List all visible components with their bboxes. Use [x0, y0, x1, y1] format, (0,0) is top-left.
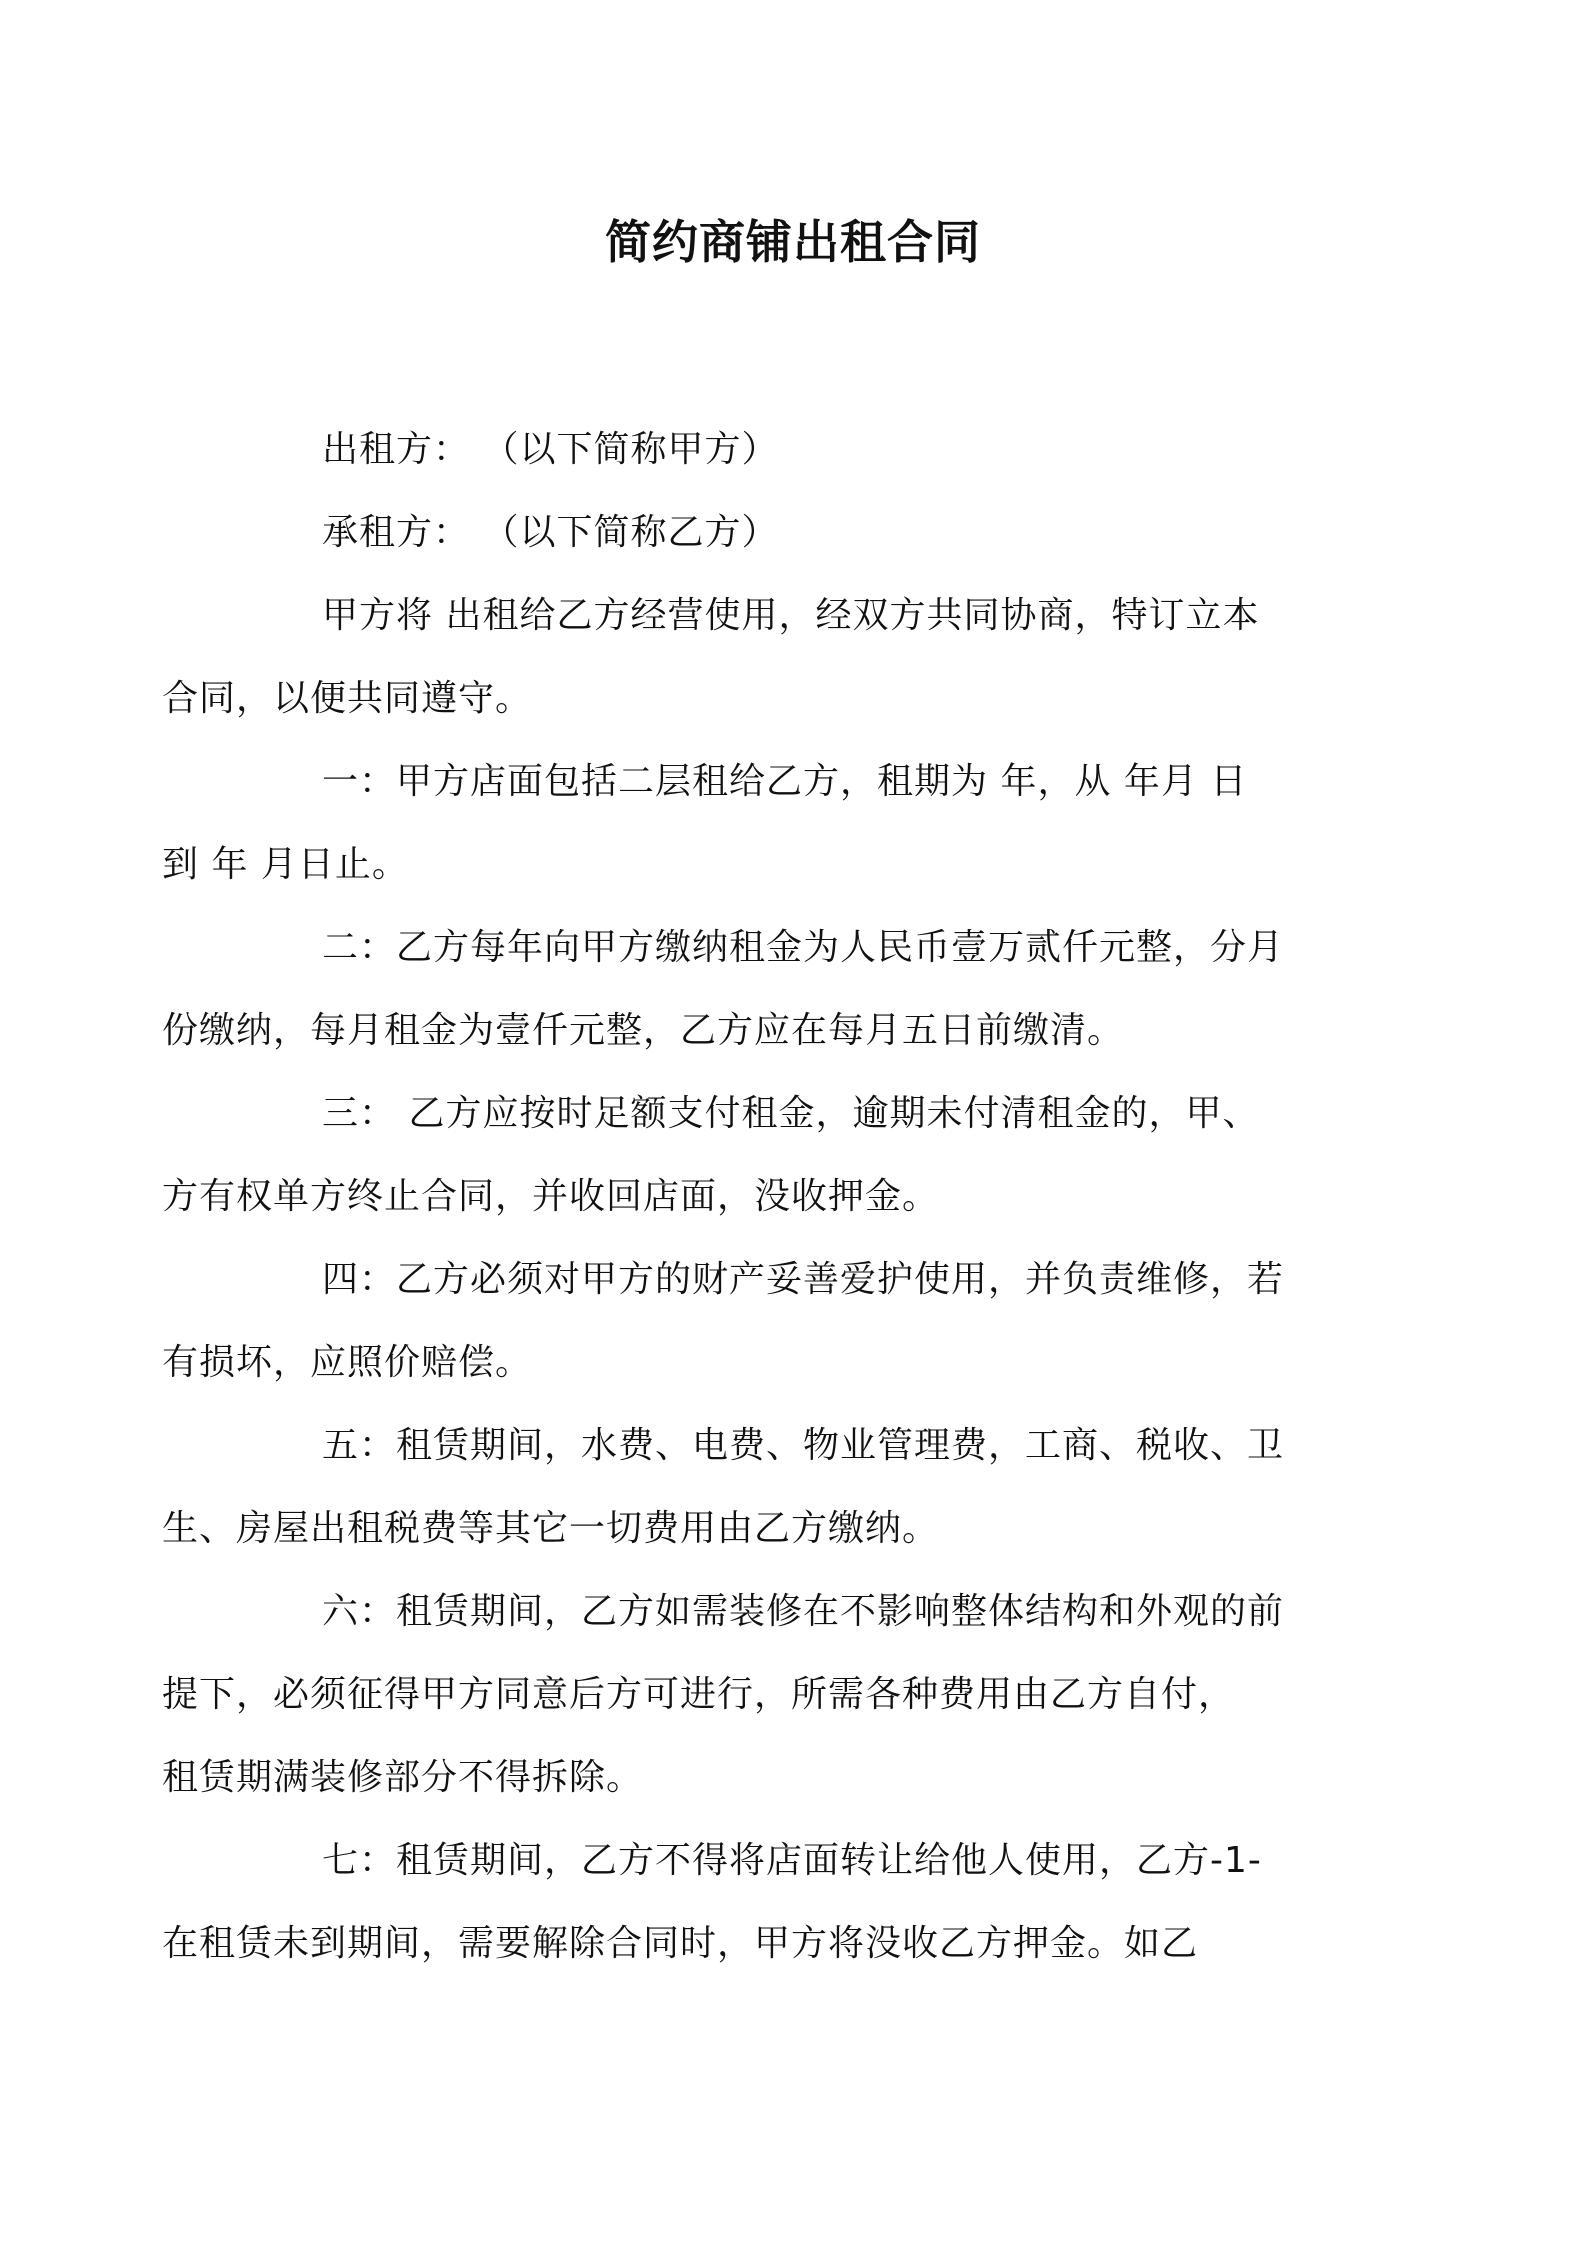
- text-line: 二：乙方每年向甲方缴纳租金为人民币壹万贰仟元整，分月: [322, 927, 1285, 968]
- text-line: 甲方将 出租给乙方经营使用，经双方共同协商，特订立本: [322, 595, 1260, 636]
- clause-4: [162, 1238, 1350, 1404]
- text-line: 提下，必须征得甲方同意后方可进行，所需各种费用由乙方自付，: [162, 1674, 1236, 1715]
- clause-5: [162, 1404, 1350, 1570]
- clause-3: [162, 1072, 1350, 1238]
- text-line: 份缴纳，每月租金为壹仟元整，乙方应在每月五日前缴清。: [162, 1010, 1125, 1051]
- text-line: 六：租赁期间，乙方如需装修在不影响整体结构和外观的前: [322, 1591, 1285, 1632]
- text-line: 七：租赁期间，乙方不得将店面转让给他人使用，乙方-1-: [322, 1840, 1262, 1881]
- clause-6: [162, 1570, 1350, 1819]
- text-line: 五：租赁期间，水费、电费、物业管理费，工商、税收、卫: [322, 1425, 1285, 1466]
- clause-2: [162, 906, 1350, 1072]
- clause-7: [162, 1819, 1350, 1985]
- text-line: 三： 乙方应按时足额支付租金，逾期未付清租金的，甲、: [322, 1093, 1260, 1134]
- text-line: 有损坏，应照价赔偿。: [162, 1342, 533, 1383]
- text-line: 出租方： （以下简称甲方）: [322, 429, 779, 470]
- clause-lessor: [242, 408, 1350, 491]
- text-line: 四：乙方必须对甲方的财产妥善爱护使用，并负责维修，若: [322, 1259, 1285, 1300]
- clause-1: [162, 740, 1350, 906]
- text-line: 方有权单方终止合同，并收回店面，没收押金。: [162, 1176, 940, 1217]
- text-line: 租赁期满装修部分不得拆除。: [162, 1757, 644, 1798]
- text-line: 生、房屋出租税费等其它一切费用由乙方缴纳。: [162, 1508, 940, 1549]
- text-line: 一：甲方店面包括二层租给乙方，租期为 年，从 年月 日: [322, 761, 1248, 802]
- text-line: 到 年 月日止。: [162, 844, 409, 885]
- text-line: 承租方： （以下简称乙方）: [322, 512, 779, 553]
- text-line: 在租赁未到期间，需要解除合同时，甲方将没收乙方押金。如乙: [162, 1923, 1199, 1964]
- clause-preamble: [162, 574, 1350, 740]
- clause-lessee: [242, 491, 1350, 574]
- document-body: [162, 408, 1350, 1985]
- document-title: 简约商铺出租合同: [605, 215, 981, 269]
- text-line: 合同，以便共同遵守。: [162, 678, 533, 719]
